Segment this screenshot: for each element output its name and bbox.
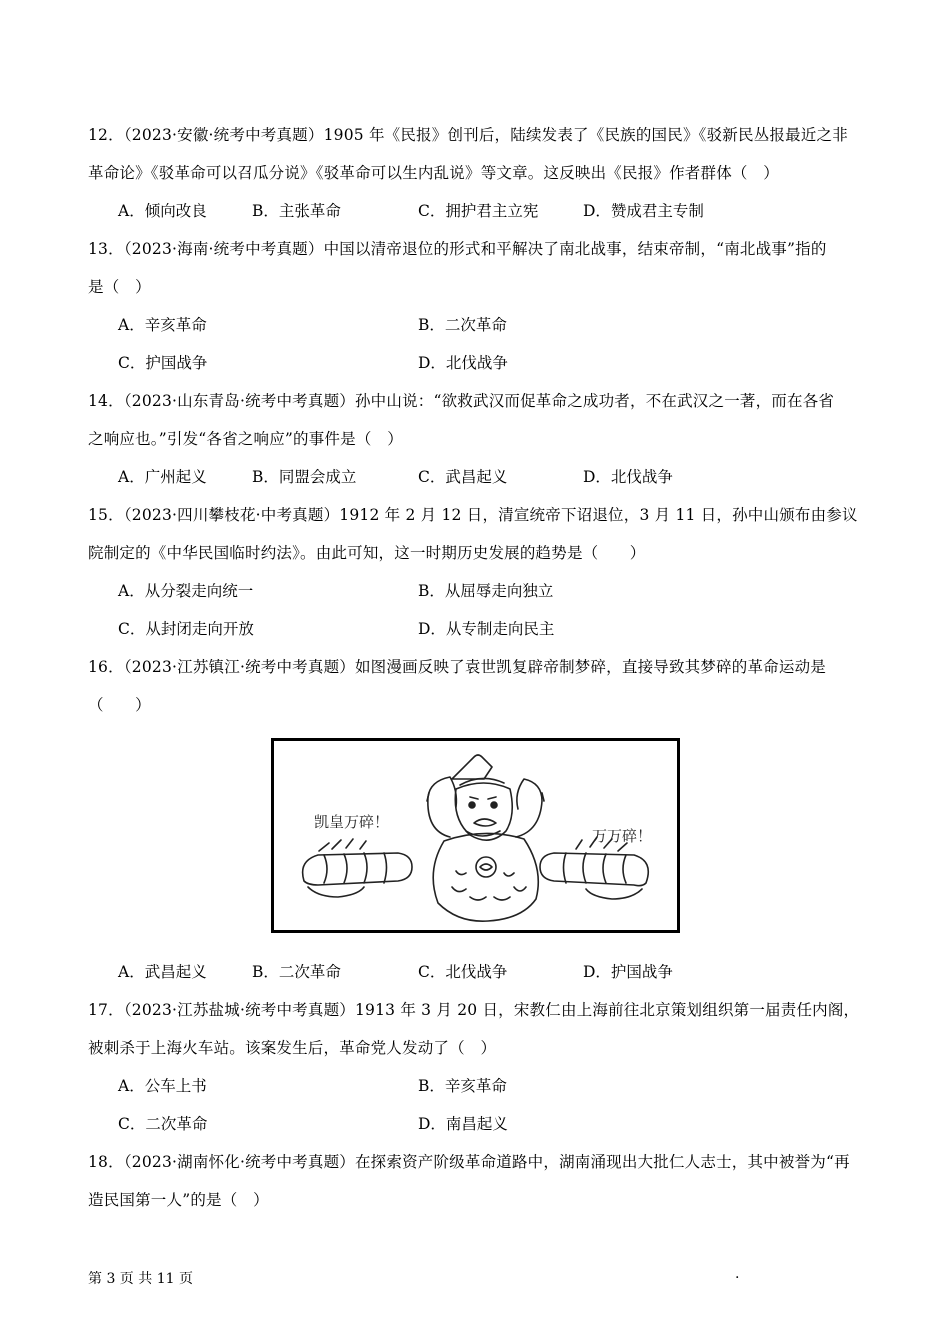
q17-option-b[interactable]: B．辛亥革命 <box>418 1077 507 1095</box>
q18-stem-line1: 18．（2023·湖南怀化·统考中考真题）在探索资产阶级革命道路中，湖南涌现出大批仁人志士，其中被誉为“再 <box>88 1153 850 1171</box>
q13-stem-line2: 是（ ） <box>88 278 151 296</box>
q14-option-c[interactable]: C．武昌起义 <box>418 468 508 486</box>
cartoon-right-caption: 万万碎！ <box>592 827 653 845</box>
q15-option-a[interactable]: A．从分裂走向统一 <box>118 582 254 600</box>
q15-stem-line2: 院制定的《中华民国临时约法》。由此可知，这一时期历史发展的趋势是（ ） <box>88 544 646 562</box>
q17-option-c[interactable]: C．二次革命 <box>118 1115 208 1133</box>
q17-option-a[interactable]: A．公车上书 <box>118 1077 207 1095</box>
q15-option-d[interactable]: D．从专制走向民主 <box>418 620 555 638</box>
q13-option-a[interactable]: A．辛亥革命 <box>118 316 207 334</box>
q12-stem-line2: 革命论》《驳革命可以召瓜分说》《驳革命可以生内乱说》等文章。这反映出《民报》作者群体（ ） <box>88 164 780 182</box>
q12-option-d[interactable]: D．赞成君主专制 <box>583 202 704 220</box>
q16-stem-line1: 16．（2023·江苏镇江·统考中考真题）如图漫画反映了袁世凯复辟帝制梦碎，直接导致其梦碎的革命运动是 <box>88 658 826 676</box>
q12-stem-line1: 12．（2023·安徽·统考中考真题）1905 年《民报》创刊后，陆续发表了《民族的国民》《驳新民丛报最近之非 <box>88 126 848 144</box>
left-fist-icon <box>303 853 412 897</box>
q15-option-c[interactable]: C．从封闭走向开放 <box>118 620 254 638</box>
q15-option-b[interactable]: B．从屈辱走向独立 <box>418 582 554 600</box>
q12-option-a[interactable]: A．倾向改良 <box>118 202 207 220</box>
cartoon-left-caption: 凯皇万碎！ <box>314 813 390 831</box>
q15-stem-line1: 15．（2023·四川攀枝花·中考真题）1912 年 2 月 12 日，清宣统帝下诏退位，3 月 11 日，孙中山颁布由参议 <box>88 506 858 524</box>
q16-option-c[interactable]: C．北伐战争 <box>418 963 508 981</box>
q14-option-a[interactable]: A．广州起义 <box>118 468 207 486</box>
q13-option-b[interactable]: B．二次革命 <box>418 316 507 334</box>
q13-option-d[interactable]: D．北伐战争 <box>418 354 508 372</box>
page-number: 第 3 页 共 11 页 <box>88 1271 193 1287</box>
q17-stem-line2: 被刺杀于上海火车站。该案发生后，革命党人发动了（ ） <box>88 1039 497 1057</box>
q16-option-b[interactable]: B．二次革命 <box>252 963 341 981</box>
q14-option-b[interactable]: B．同盟会成立 <box>252 468 357 486</box>
q14-stem-line2: 之响应也。”引发“各省之响应”的事件是（ ） <box>88 430 403 448</box>
q12-option-b[interactable]: B．主张革命 <box>252 202 341 220</box>
q16-stem-line2: （ ） <box>88 696 151 714</box>
q16-option-d[interactable]: D．护国战争 <box>583 963 673 981</box>
q17-option-d[interactable]: D．南昌起义 <box>418 1115 508 1133</box>
yuan-shikai-cartoon <box>271 738 680 933</box>
q14-option-d[interactable]: D．北伐战争 <box>583 468 673 486</box>
q17-stem-line1: 17．（2023·江苏盐城·统考中考真题）1913 年 3 月 20 日，宋教仁由上海前往北京策划组织第一届责任内阁， <box>88 1001 860 1019</box>
q13-option-c[interactable]: C．护国战争 <box>118 354 208 372</box>
q14-stem-line1: 14．（2023·山东青岛·统考中考真题）孙中山说：“欲救武汉而促革命之成功者，不在武汉之一著，而在各省 <box>88 392 835 410</box>
footer-dot: . <box>735 1266 740 1282</box>
yuan-shikai-figure-icon <box>427 755 544 921</box>
q18-stem-line2: 造民国第一人”的是（ ） <box>88 1191 269 1209</box>
q12-option-c[interactable]: C．拥护君主立宪 <box>418 202 539 220</box>
q16-option-a[interactable]: A．武昌起义 <box>118 963 207 981</box>
q13-stem-line1: 13．（2023·海南·统考中考真题）中国以清帝退位的形式和平解决了南北战事，结束帝制，“南北战事”指的 <box>88 240 827 258</box>
right-fist-icon <box>540 853 648 899</box>
